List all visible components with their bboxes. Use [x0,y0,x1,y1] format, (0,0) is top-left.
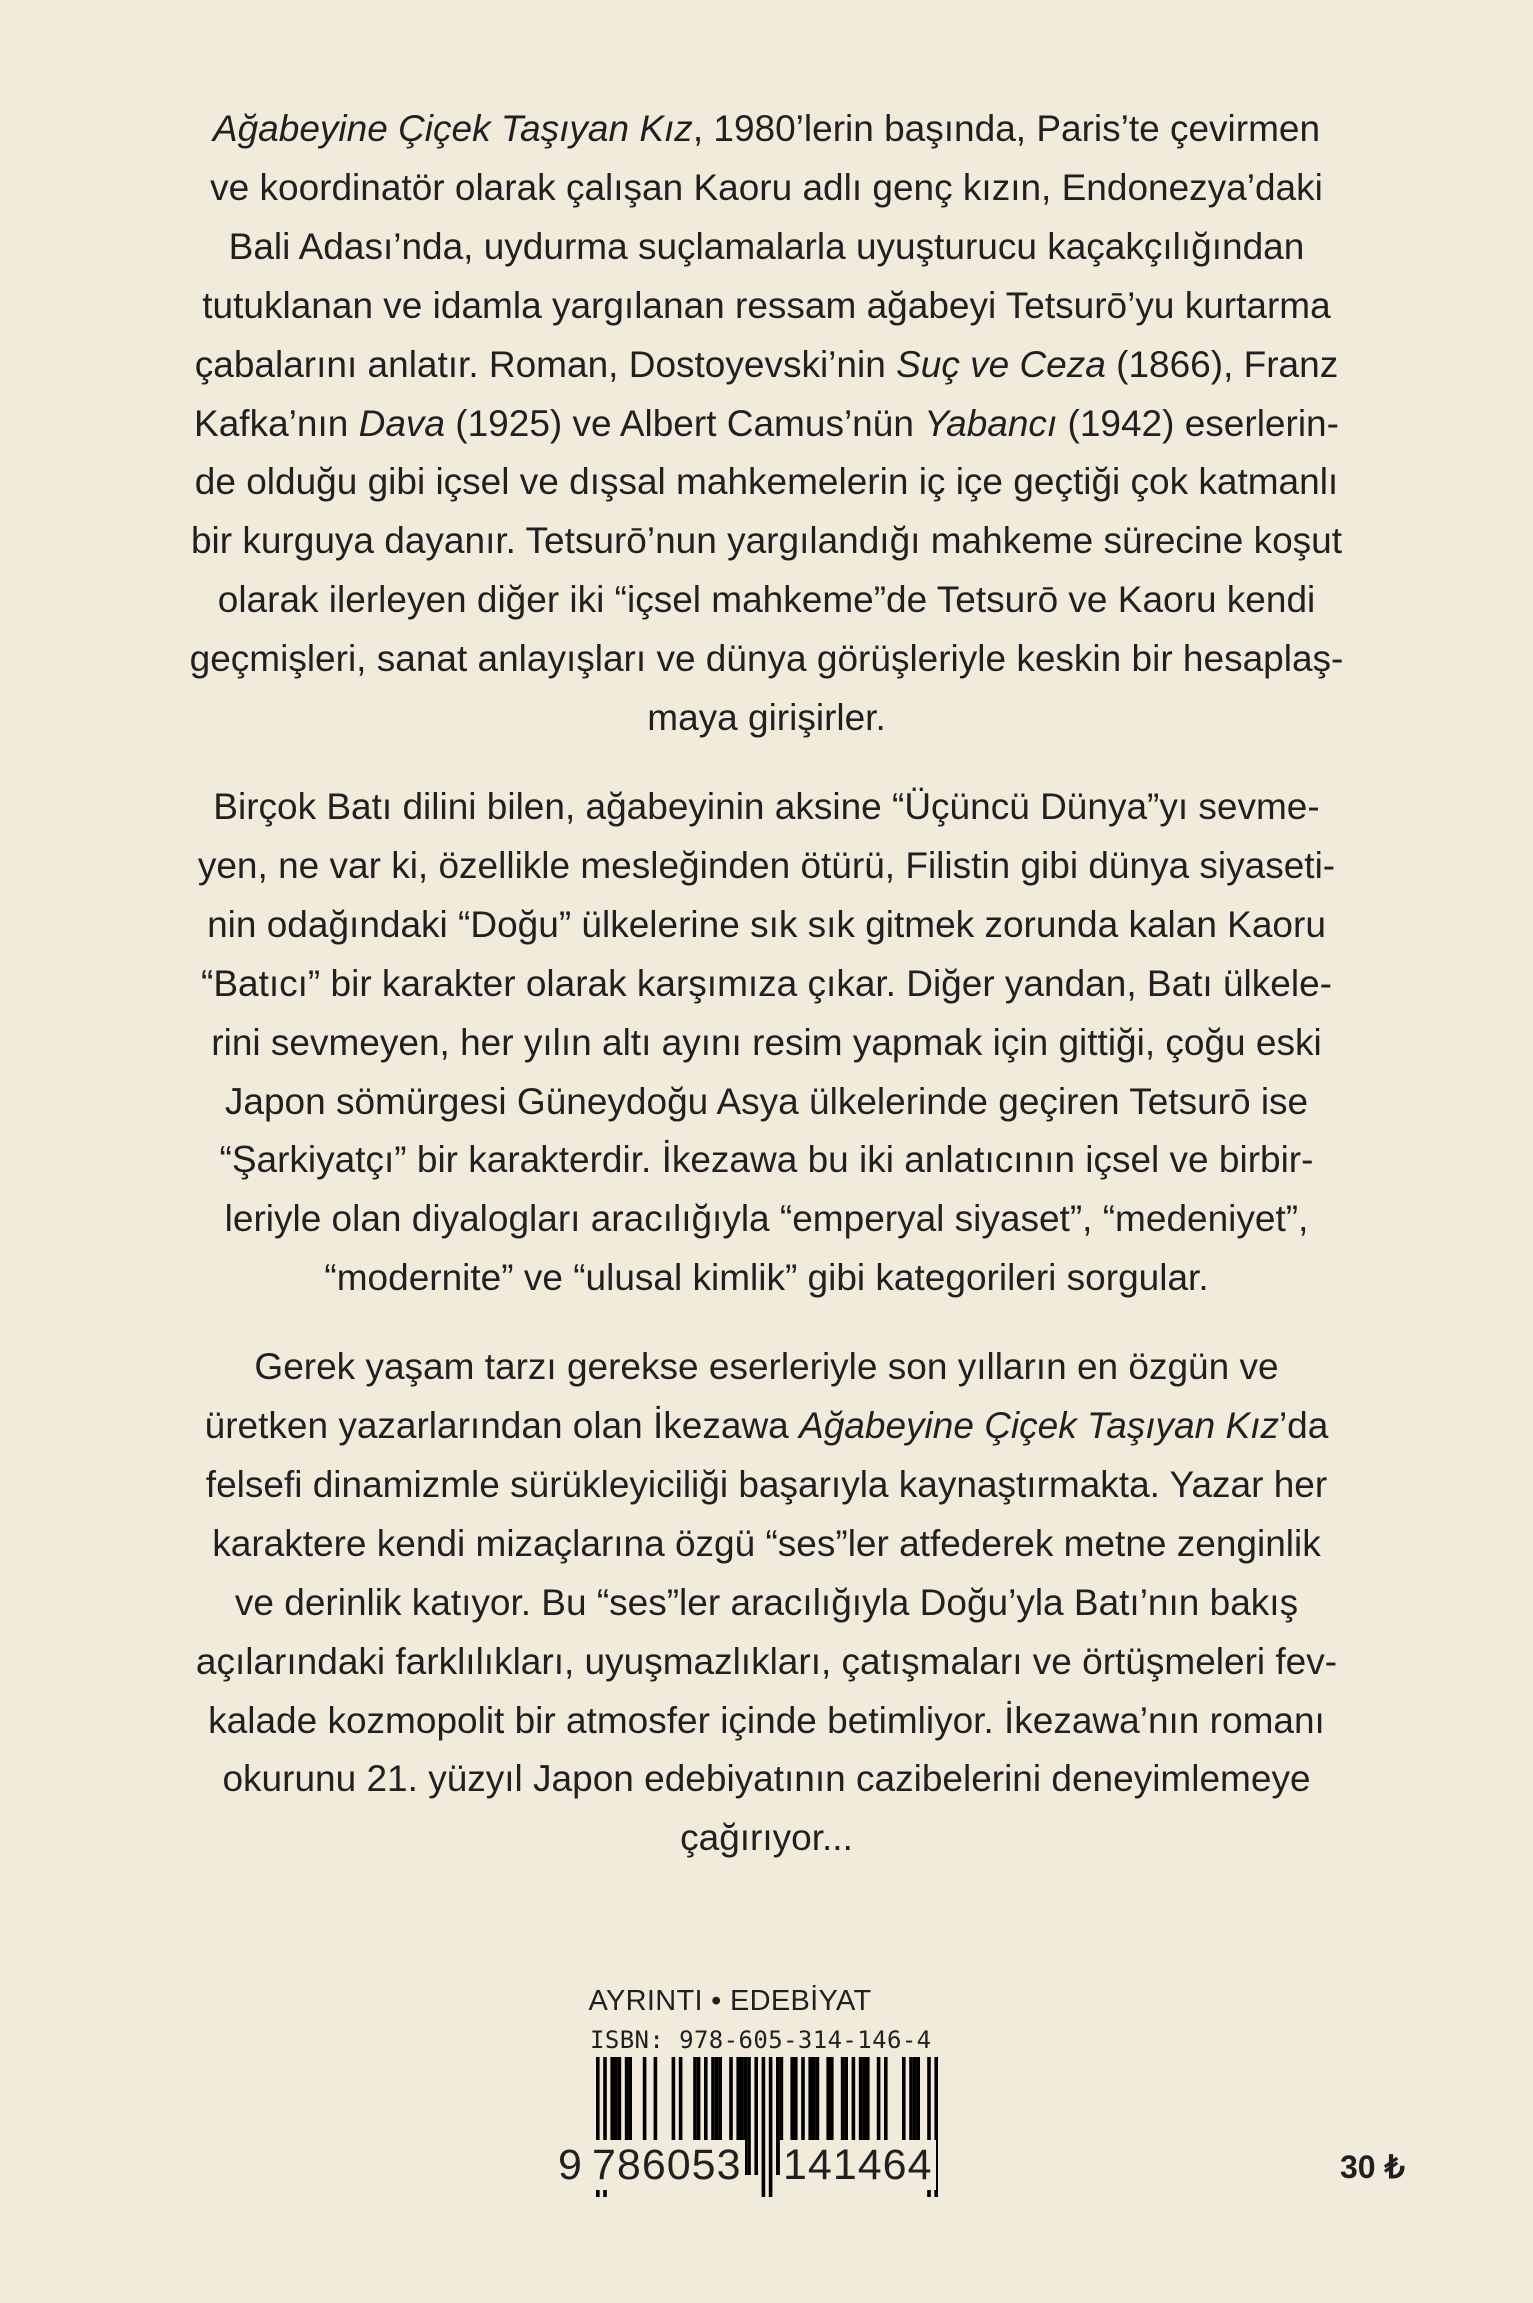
blurb-line: kalade kozmopolit bir atmosfer içinde betimliyor. İkezawa’nın romanı [208,1699,1325,1741]
blurb-line: leriyle olan diyalogları aracılığıyla “emperyal siyaset”, “medeniyet”, [224,1198,1309,1240]
blurb-paragraph-2 [118,778,1415,1308]
blurb-line: ve koordinatör olarak çalışan Kaoru adlı genç kızın, Endonezya’daki [210,166,1323,208]
blurb-line: “modernite” ve “ulusal kimlik” gibi kategorileri sorgular. [324,1257,1209,1299]
barcode-digits [555,2140,985,2190]
blurb-line: Japon sömürgesi Güneydoğu Asya ülkelerinde geçiren Tetsurō ise [224,1080,1309,1122]
book-title-italic: Ağabeyine Çiçek Taşıyan Kız [212,108,693,149]
blurb-line: çağırıyor... [680,1817,853,1859]
title-italic: Yabancı [924,402,1058,444]
blurb-line: karaktere kendi mizaçlarına özgü “ses”ler atfederek metne zenginlik [212,1522,1321,1564]
blurb-line: okurunu 21. yüzyıl Japon edebiyatının cazibelerini deneyimlemeye [222,1758,1311,1800]
blurb-line: olarak ilerleyen diğer iki “içsel mahkeme”de Tetsurō ve Kaoru kendi [217,579,1316,621]
barcode-lead-digit: 9 [555,2140,585,2190]
price: 30 ₺ [1340,2149,1405,2185]
barcode-right-digits: 141464 [780,2140,936,2190]
blurb-line: “Batıcı” bir karakter olarak karşımıza çıkar. Diğer yandan, Batı ülkele- [201,962,1332,1004]
blurb-line: çabalarını anlatır. Roman, Dostoyevski’nin Suç ve Ceza (1866), Franz [194,343,1339,385]
blurb-line: felsefi dinamizmle sürükleyiciliği başarıyla kaynaştırmakta. Yazar her [205,1463,1328,1505]
publisher-imprint: AYRINTI • EDEBİYAT [588,1985,872,2017]
blurb-line: üretken yazarlarından olan İkezawa Ağabeyine Çiçek Taşıyan Kız’da [204,1405,1329,1447]
title-italic: Dava [358,402,445,444]
title-italic: Suç ve Ceza [896,343,1106,385]
blurb-paragraph-1 [118,100,1415,748]
blurb-line: Kafka’nın Dava (1925) ve Albert Camus’nün Yabancı (1942) eserlerin- [194,402,1339,444]
blurb-line: açılarındaki farklılıkları, uyuşmazlıkları, çatışmaları ve örtüşmeleri fev- [195,1640,1338,1682]
blurb-paragraph-3 [118,1338,1415,1868]
blurb-line: Gerek yaşam tarzı gerekse eserleriyle son yılların en özgün ve [254,1346,1279,1388]
back-cover-blurb [118,100,1415,1898]
blurb-line: Ağabeyine Çiçek Taşıyan Kız, 1980’lerin başında, Paris’te çevirmen [212,108,1321,149]
blurb-line: Bali Adası’nda, uydurma suçlamalarla uyuşturucu kaçakçılığından [228,225,1305,267]
isbn-number: ISBN: 978-605-314-146-4 [590,2026,932,2054]
blurb-line: nin odağındaki “Doğu” ülkelerine sık sık gitmek zorunda kalan Kaoru [207,903,1326,945]
blurb-line: rini sevmeyen, her yılın altı ayını resim yapmak için gittiği, çoğu eski [211,1021,1322,1063]
blurb-line: tutuklanan ve idamla yargılanan ressam ağabeyi Tetsurō’yu kurtarma [202,284,1331,326]
blurb-line: bir kurguya dayanır. Tetsurō’nun yargılandığı mahkeme sürecine koşut [190,520,1343,562]
blurb-line: yen, ne var ki, özellikle mesleğinden ötürü, Filistin gibi dünya siyaseti- [197,844,1336,886]
blurb-line: geçmişleri, sanat anlayışları ve dünya görüşleriyle keskin bir hesaplaş- [189,638,1344,680]
blurb-line: “Şarkiyatçı” bir karakterdir. İkezawa bu iki anlatıcının içsel ve birbir- [219,1139,1314,1181]
blurb-line: maya girişirler. [647,697,886,739]
blurb-line: Birçok Batı dilini bilen, ağabeyinin aksine “Üçüncü Dünya”yı sevme- [213,785,1320,827]
blurb-line: de olduğu gibi içsel ve dışsal mahkemelerin iç içe geçtiği çok katmanlı [194,461,1339,503]
book-title-italic: Ağabeyine Çiçek Taşıyan Kız [799,1405,1279,1447]
barcode-left-digits: 786053 [589,2140,745,2190]
blurb-line: ve derinlik katıyor. Bu “ses”ler aracılığıyla Doğu’yla Batı’nın bakış [234,1581,1299,1623]
